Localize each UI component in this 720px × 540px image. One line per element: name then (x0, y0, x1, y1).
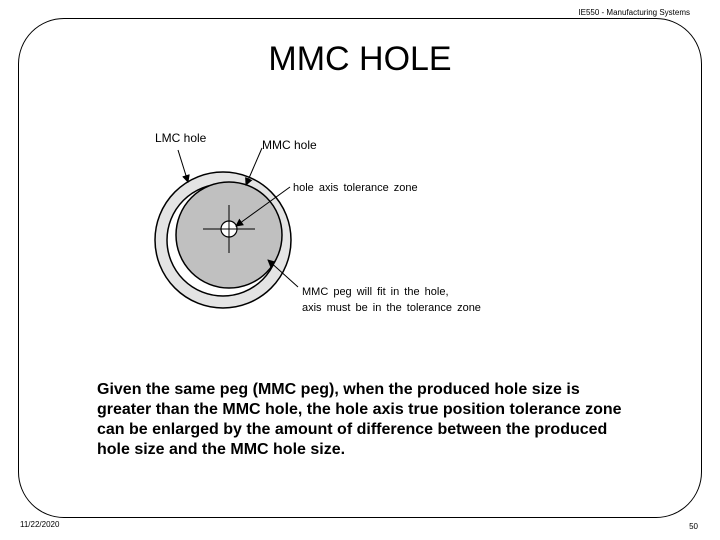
tolerance-zone-label: hole axis tolerance zone (293, 182, 418, 194)
mmc-hole-label: MMC hole (262, 138, 317, 152)
explanation-text: Given the same peg (MMC peg), when the produced hole size is greater than the MMC hole, the hole axis true position tolerance zone can be enlarged by the amount of difference between the produced hole size and the MMC hole size. (97, 381, 622, 458)
page-number: 50 (689, 522, 698, 531)
course-header: IE550 - Manufacturing Systems (578, 8, 690, 17)
lmc-hole-leader (178, 150, 188, 182)
lmc-hole-label: LMC hole (155, 131, 207, 145)
footer-date: 11/22/2020 (20, 520, 60, 529)
page-title: MMC HOLE (268, 40, 452, 78)
peg-label-line1: MMC peg will fit in the hole, (302, 286, 449, 298)
peg-label-line2: axis must be in the tolerance zone (302, 302, 481, 314)
